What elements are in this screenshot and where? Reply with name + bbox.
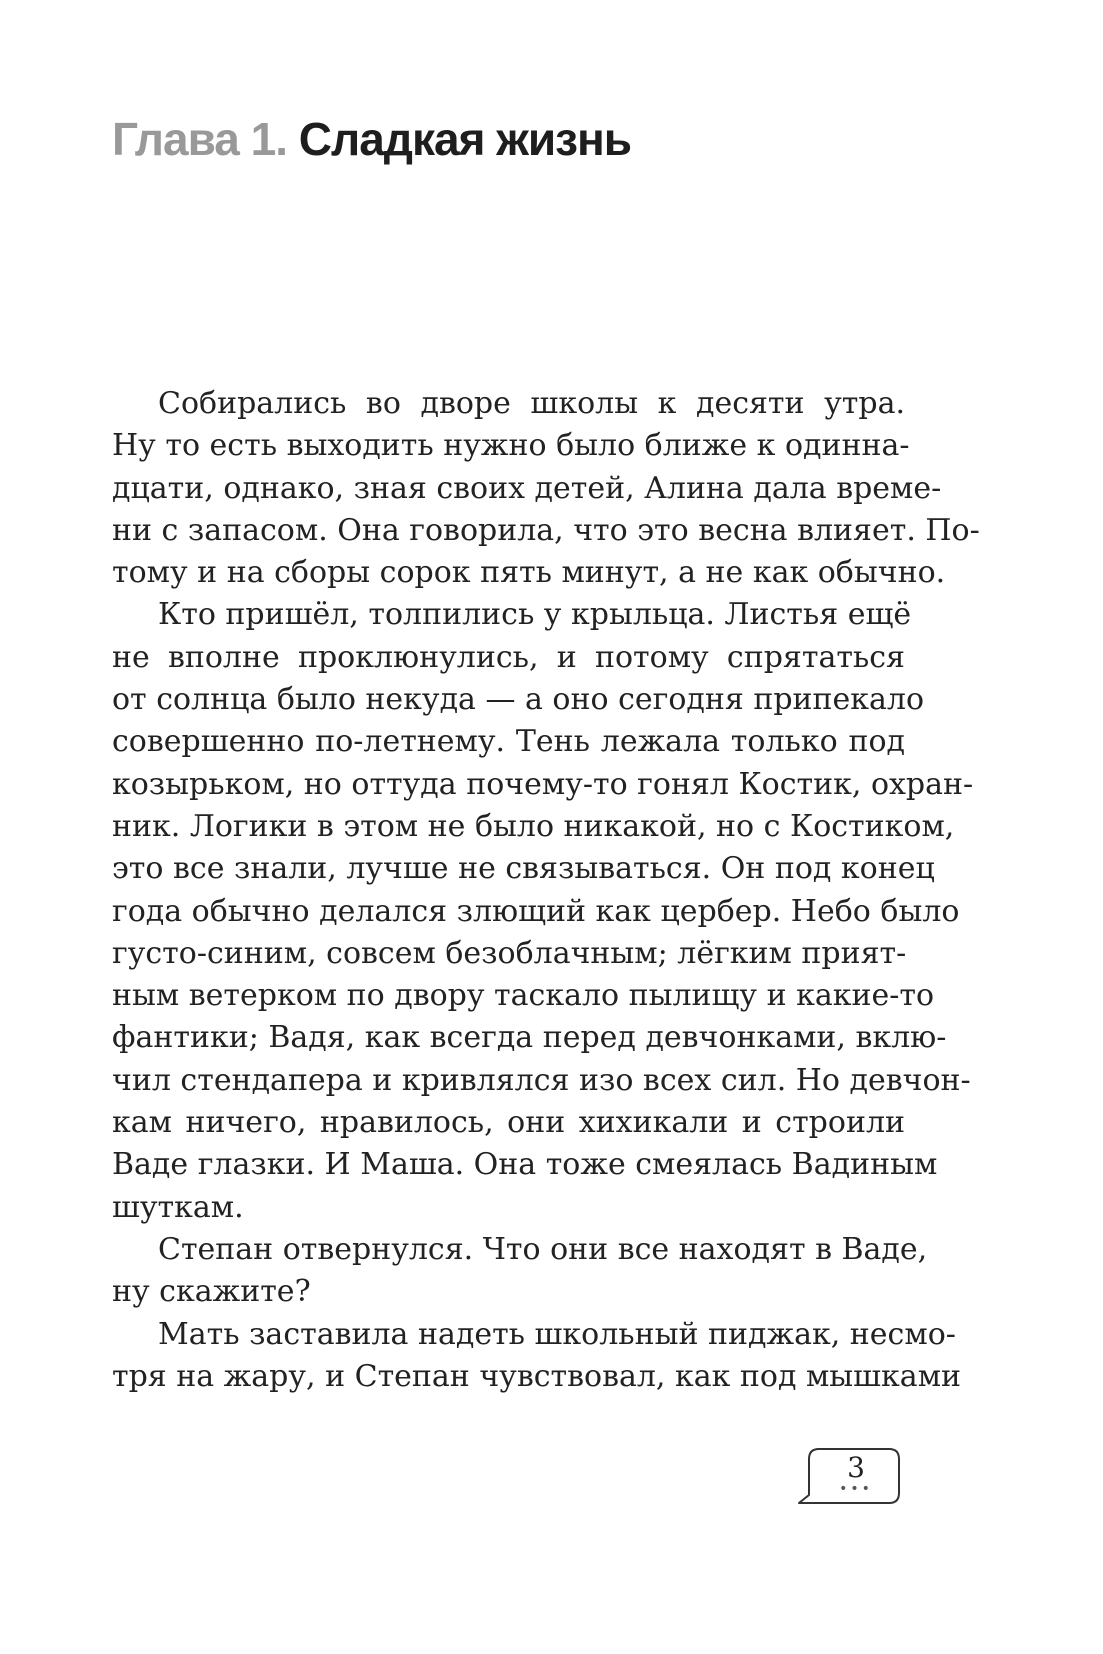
text-line: года обычно делался злющий как цербер. Небо было [112, 893, 960, 929]
chapter-label: Глава 1. [112, 113, 287, 165]
text-line: ник. Логики в этом не было никакой, но с Костиком, [112, 808, 955, 844]
text-line: Ваде глазки. И Маша. Она тоже смеялась Вадиным [112, 1147, 938, 1183]
text-line: это все знали, лучше не связываться. Он под конец [112, 851, 935, 887]
text-line: тому и на сборы сорок пять минут, а не как обычно. [112, 555, 946, 591]
text-line: совершенно по-летнему. Тень лежала только под [112, 724, 905, 760]
page-dots: ••• [839, 1481, 873, 1497]
text-line: кам ничего, нравилось, они хихикали и строили [112, 1105, 905, 1141]
text-line: Мать заставила надеть школьный пиджак, несмо- [158, 1316, 956, 1352]
text-line: Кто пришёл, толпились у крыльца. Листья ещё [158, 597, 912, 633]
text-line: ни с запасом. Она говорила, что это весна влияет. По- [112, 512, 980, 548]
text-line: дцати, однако, зная своих детей, Алина дала време- [112, 470, 942, 506]
text-line: ну скажите? [112, 1274, 311, 1310]
page-number-bubble [795, 1447, 901, 1505]
text-line: Степан отвернулся. Что они все находят в Ваде, [158, 1231, 928, 1267]
chapter-heading [112, 112, 631, 167]
text-line: густо-синим, совсем безоблачным; лёгким прият- [112, 935, 907, 971]
page-number: 3 [847, 1451, 865, 1484]
text-line: козырьком, но оттуда почему-то гонял Костик, охран- [112, 766, 974, 802]
text-line: от солнца было некуда — а оно сегодня припекало [112, 682, 925, 718]
text-line: Ну то есть выходить нужно было ближе к одинна- [112, 428, 910, 464]
body-text [112, 383, 980, 1398]
text-line: Собирались во дворе школы к десяти утра. [158, 386, 905, 421]
text-line: шуткам. [112, 1189, 244, 1225]
text-line: ным ветерком по двору таскало пылищу и какие-то [112, 978, 935, 1014]
text-line: чил стендапера и кривлялся изо всех сил. Но девчон- [112, 1062, 971, 1098]
text-line: тря на жару, и Степан чувствовал, как под мышками [112, 1358, 962, 1394]
text-line: фантики; Вадя, как всегда перед девчонками, вклю- [112, 1020, 947, 1056]
text-line: не вполне проклюнулись, и потому спрятаться [112, 639, 905, 675]
chapter-title: Сладкая жизнь [298, 113, 632, 165]
